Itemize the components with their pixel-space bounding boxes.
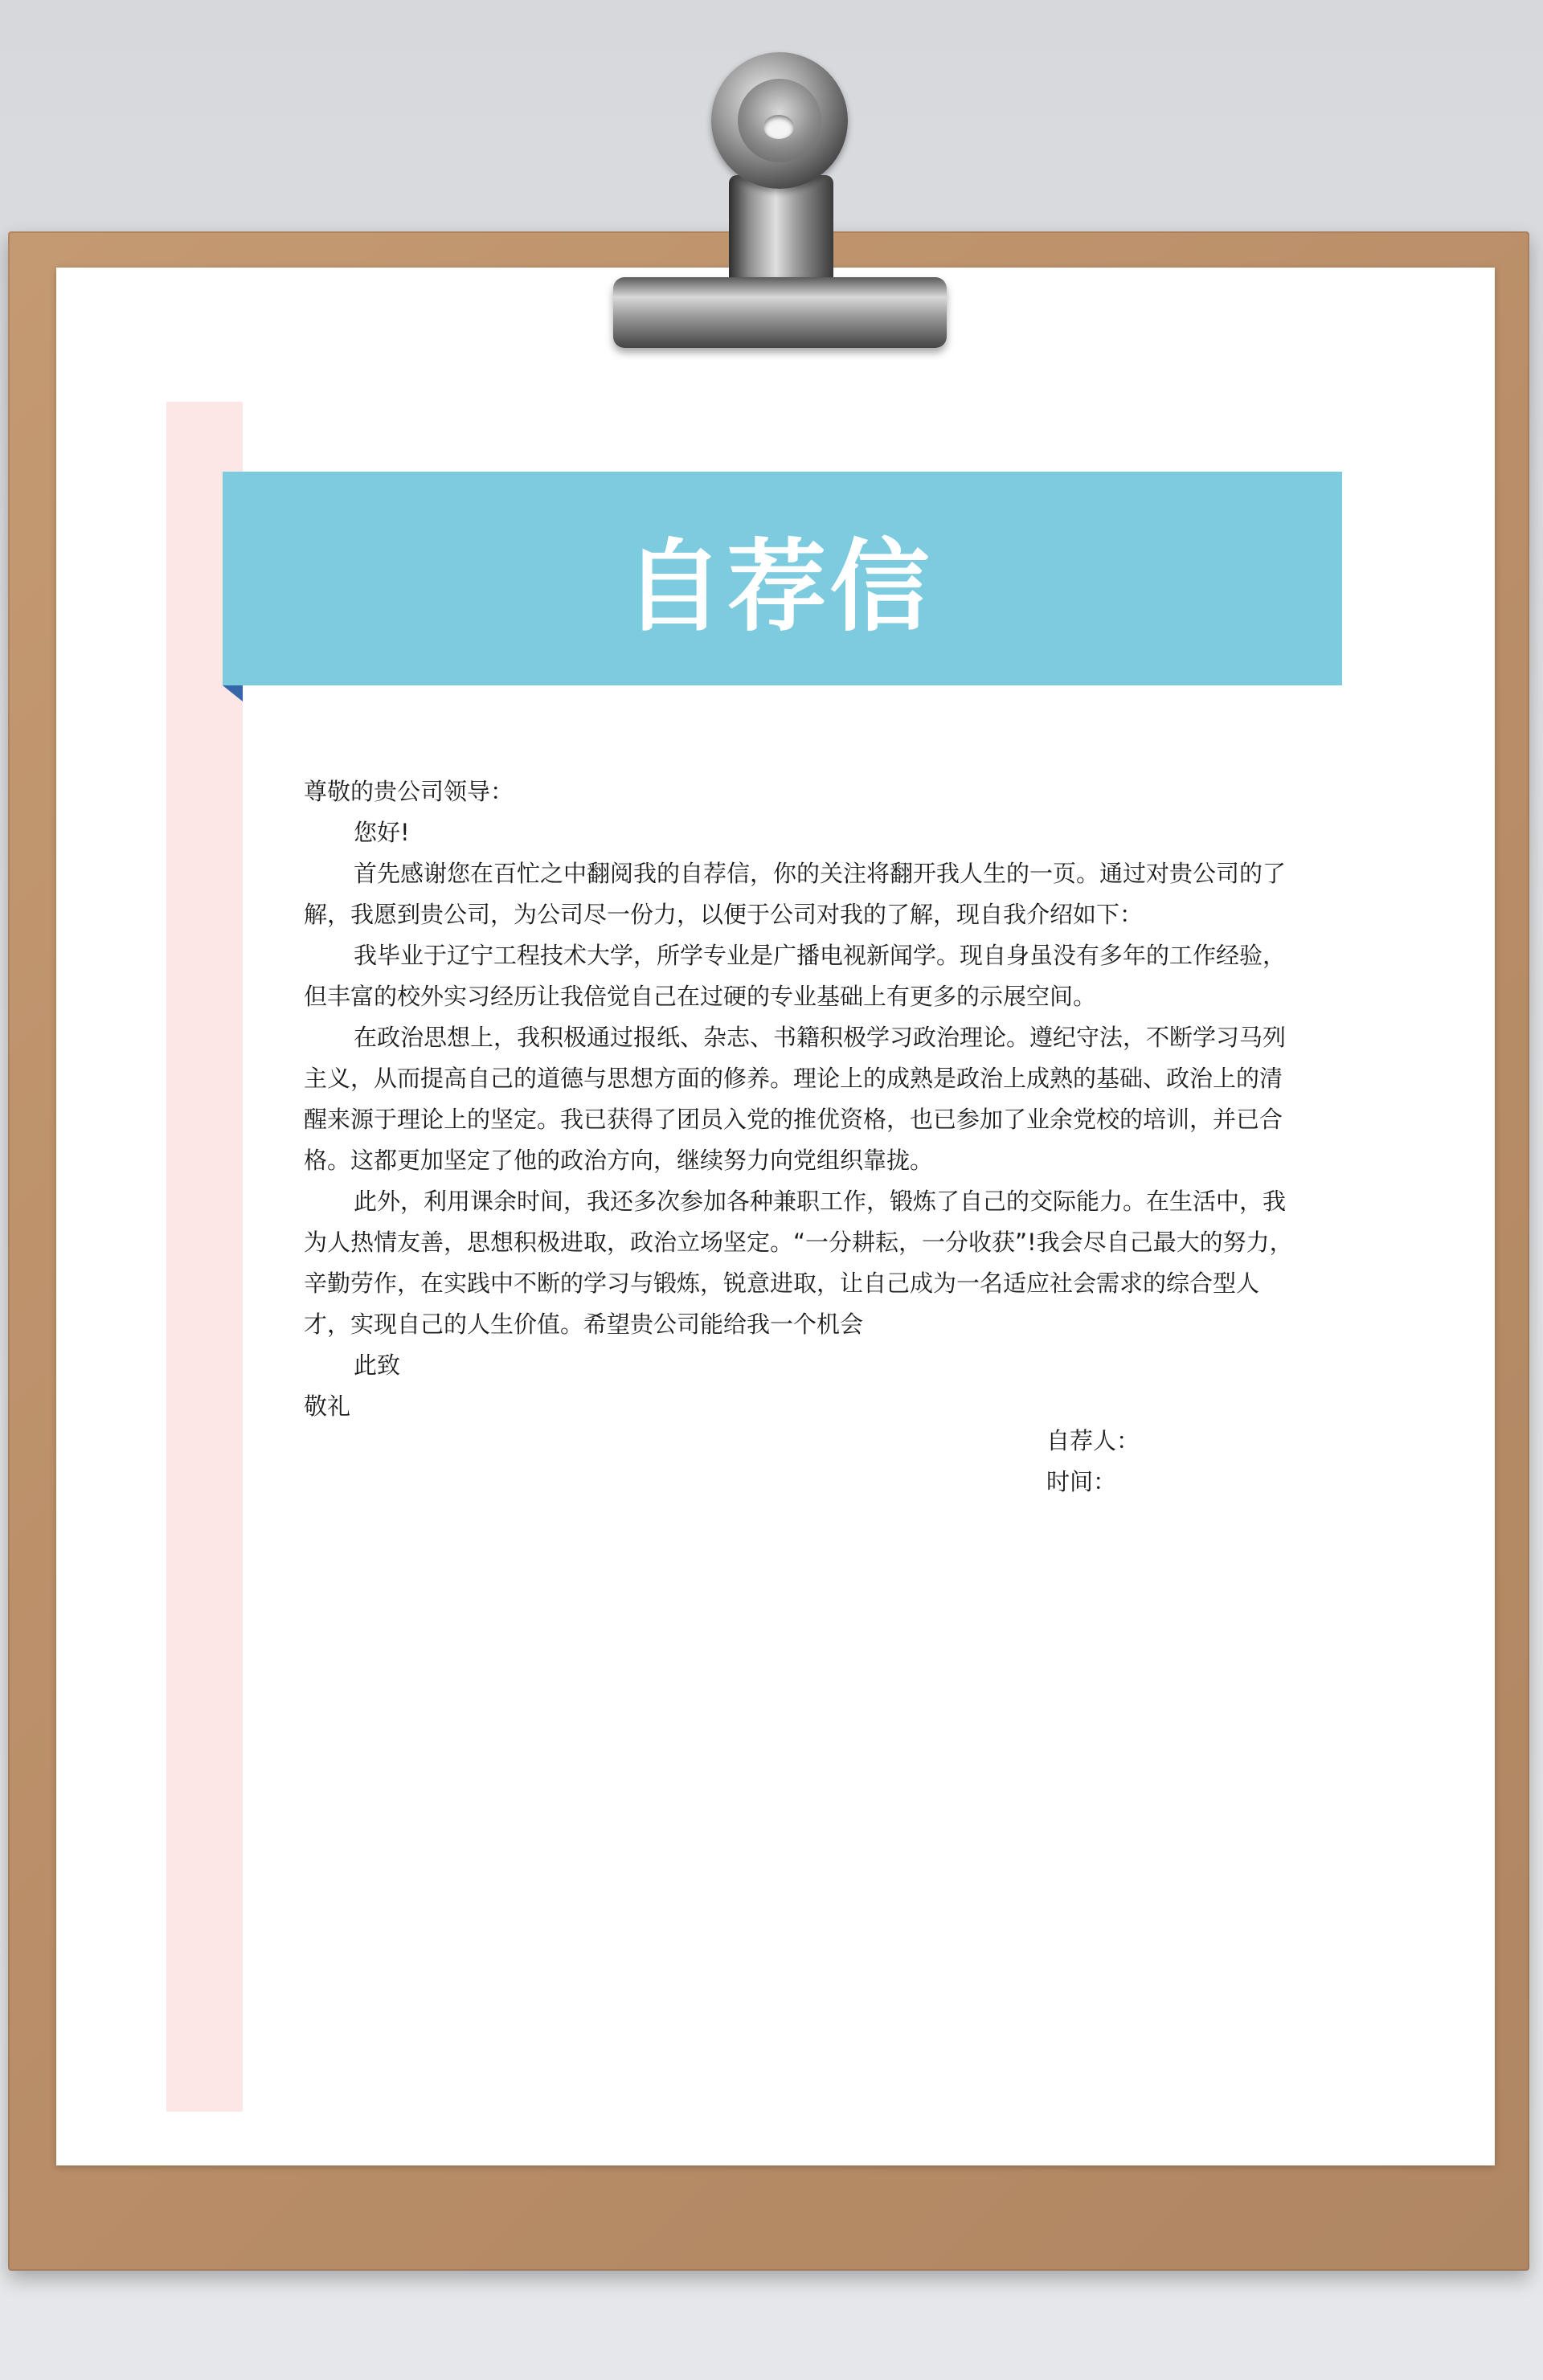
letter-salutation: 您好! bbox=[354, 819, 410, 846]
letter-greeting: 尊敬的贵公司领导： bbox=[304, 778, 514, 805]
signer-label: 自荐人： bbox=[1046, 1427, 1140, 1454]
clip-hole bbox=[763, 115, 794, 139]
clip-stem bbox=[729, 175, 833, 289]
letter-paragraph: 首先感谢您在百忙之中翻阅我的自荐信，你的关注将翻开我人生的一页。通过对贵公司的了解，我愿到贵公司，为公司尽一份力，以便于公司对我的了解，现自我介绍如下： bbox=[304, 860, 1287, 928]
banner-fold-corner bbox=[223, 685, 243, 701]
letter-body bbox=[304, 771, 1304, 1427]
clip-base bbox=[613, 277, 947, 348]
letter-closing-line-1: 此致 bbox=[354, 1352, 401, 1379]
letter-paragraph: 此外，利用课余时间，我还多次参加各种兼职工作，锻炼了自己的交际能力。在生活中，我为人热情友善，思想积极进取，政治立场坚定。“一分耕耘，一分收获”!我会尽自己最大的努力，辛勤劳作，在实践中不断的学习与锻炼，锐意进取，让自己成为一名适应社会需求的综合型人才，实现自己的人生价值。希望贵公司能给我一个机会 bbox=[304, 1188, 1293, 1338]
page-title: 自荐信 bbox=[624, 530, 933, 645]
date-label: 时间： bbox=[1046, 1468, 1117, 1495]
letter-paragraph: 我毕业于辽宁工程技术大学，所学专业是广播电视新闻学。现自身虽没有多年的工作经验，但丰富的校外实习经历让我倍觉自己在过硬的专业基础上有更多的示展空间。 bbox=[304, 942, 1287, 1010]
signature-block bbox=[1046, 1421, 1140, 1503]
letter-closing-line-2: 敬礼 bbox=[304, 1392, 351, 1420]
letter-paragraph: 在政治思想上，我积极通过报纸、杂志、书籍积极学习政治理论。遵纪守法，不断学习马列主义，从而提高自己的道德与思想方面的修养。理论上的成熟是政治上成熟的基础、政治上的清醒来源于理论上的坚定。我已获得了团员入党的推优资格，也已参加了业余党校的培训，并已合格。这都更加坚定了他的政治方向，继续努力向党组织靠拢。 bbox=[304, 1024, 1287, 1174]
